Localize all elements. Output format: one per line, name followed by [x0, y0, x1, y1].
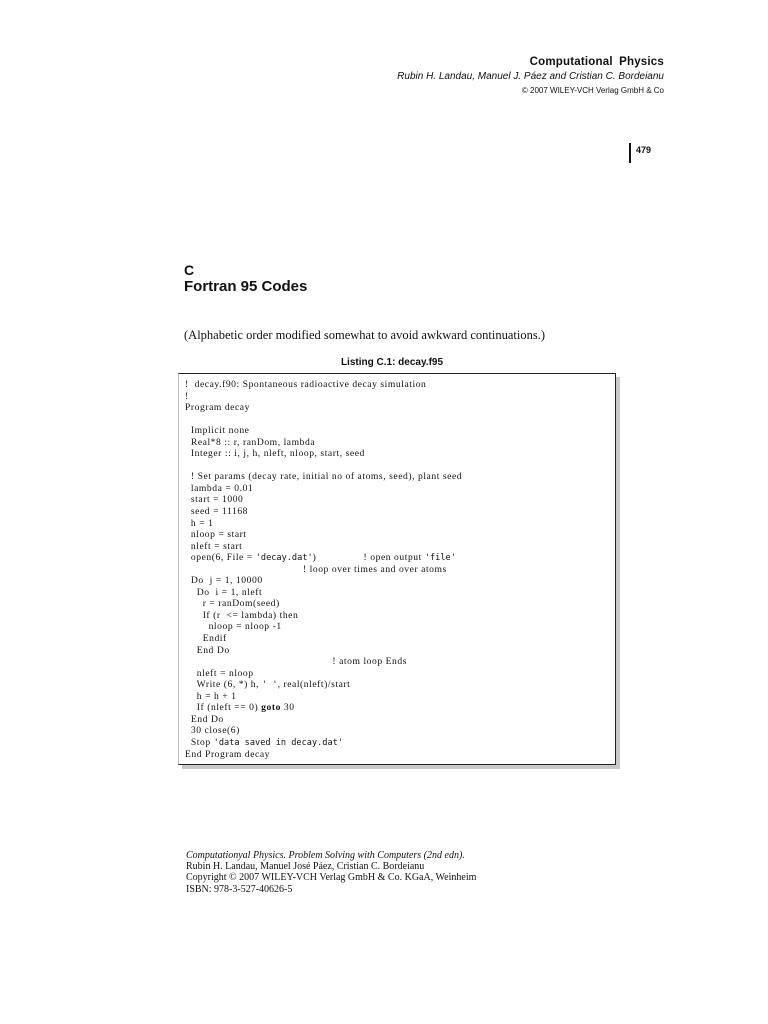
book-title: Computational Physics: [529, 56, 664, 68]
code-line: End Program decay: [185, 748, 271, 760]
code-line: start = 1000: [185, 494, 244, 506]
page-marker: [629, 143, 651, 163]
code-line: ! decay.f90: Spontaneous radioactive decay simulation: [185, 379, 427, 390]
code-line: Program decay: [185, 402, 250, 414]
code-line: ! loop over times and over atoms: [185, 563, 447, 575]
code-line: !: [185, 390, 189, 402]
code-line: seed = 11168: [185, 506, 249, 518]
footer-authors: Rubin H. Landau, Manuel José Páez, Cristian C. Bordeianu: [186, 861, 425, 873]
running-header: [397, 56, 664, 95]
code-line: End Do: [185, 713, 224, 725]
code-line: Real*8 :: r, ranDom, lambda: [185, 436, 316, 448]
code-line: h = h + 1: [185, 690, 237, 702]
code-line: nloop = nloop -1: [185, 621, 282, 633]
code-line: Do i = 1, nleft: [185, 586, 263, 598]
code-line: nleft = start: [185, 540, 243, 552]
code-line: Write (6, *) h, ' ', real(nleft)/start: [185, 679, 351, 691]
page-number: 479: [636, 145, 652, 155]
code-line: Integer :: i, j, h, nleft, nloop, start, seed: [185, 448, 365, 460]
footer: [186, 850, 476, 895]
code-line: r = ranDom(seed): [185, 598, 280, 610]
listing-caption-text: Listing C.1: decay.f95: [340, 357, 444, 368]
code-line: If (nleft == 0) goto 30: [185, 702, 295, 714]
code-line: h = 1: [185, 517, 214, 529]
code-line: Do j = 1, 10000: [185, 575, 263, 587]
code-line: [185, 460, 462, 472]
code-line: open(6, File = 'decay.dat') ! open output 'file': [185, 552, 456, 564]
code-line: nloop = start: [185, 529, 247, 541]
book-authors: Rubin H. Landau, Manuel J. Páez and Cristian C. Bordeianu: [397, 71, 664, 82]
code-line: nleft = nloop: [185, 667, 254, 679]
code-line: ! atom loop Ends: [185, 656, 408, 668]
code-lines: [185, 379, 462, 760]
code-line: [185, 414, 462, 426]
book-copyright: © 2007 WILEY-VCH Verlag GmbH & Co: [521, 86, 664, 95]
code-line: End Do: [185, 644, 230, 656]
code-line: lambda = 0.01: [185, 482, 254, 494]
intro-text: (Alphabetic order modified somewhat to avoid awkward continuations.): [184, 328, 546, 342]
listing-caption: [184, 357, 600, 368]
code-line: Stop 'data saved in decay.dat': [185, 736, 343, 748]
code-line: 30 close(6): [185, 725, 240, 737]
footer-copyright: Copyright © 2007 WILEY-VCH Verlag GmbH & Co. KGaA, Weinheim: [186, 872, 477, 884]
code-listing-box: [178, 373, 616, 765]
code-line: ! Set params (decay rate, initial no of atoms, seed), plant seed: [185, 471, 463, 483]
appendix-letter: C: [184, 262, 195, 278]
footer-isbn: ISBN: 978-3-527-40626-5: [186, 883, 293, 895]
code-line: Endif: [185, 633, 227, 645]
appendix-title: Fortran 95 Codes: [184, 278, 308, 295]
code-line: Implicit none: [185, 425, 250, 437]
code-line: If (r <= lambda) then: [185, 609, 299, 621]
footer-book-title: Computationyal Physics. Problem Solving with Computers (2nd edn).: [186, 850, 465, 861]
